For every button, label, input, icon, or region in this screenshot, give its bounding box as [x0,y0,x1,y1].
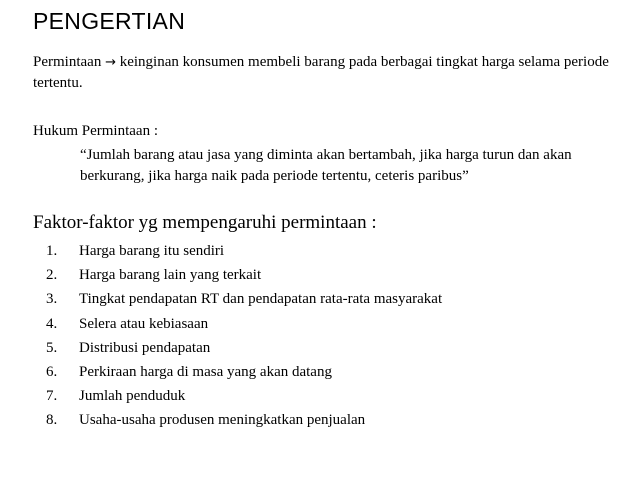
list-item-number: 2. [46,267,58,284]
list-item-number: 8. [46,412,58,429]
list-item-text: Tingkat pendapatan RT dan pendapatan rata-rata masyarakat [79,291,443,308]
law-title: Hukum Permintaan : [33,123,158,139]
list-item-number: 5. [46,339,58,356]
list-item-number: 3. [46,291,58,308]
list-item-text: Harga barang itu sendiri [79,243,225,259]
factors-title: Faktor-faktor yg mempengaruhi permintaan : [33,212,377,233]
list-item-text: Selera atau kebiasaan [79,315,209,332]
slide-title: PENGERTIAN [33,8,186,34]
definition-paragraph [33,52,618,93]
definition-text: keinginan konsumen membeli barang pada berbagai tingkat harga selama periode tertentu. [33,54,609,91]
law-quote: “Jumlah barang atau jasa yang diminta akan bertambah, jika harga turun dan akan berkurang, jika harga naik pada periode tertentu, ceteris paribus” [80,147,572,184]
list-item-text: Harga barang lain yang terkait [79,267,262,284]
list-item-number: 6. [46,363,58,380]
list-item-number: 7. [46,388,58,405]
definition-term: Permintaan [33,54,102,70]
list-item-text: Usaha-usaha produsen meningkatkan penjualan [79,412,366,429]
list-item-number: 4. [46,315,58,332]
list-item-text: Jumlah penduduk [79,388,186,405]
list-item-text: Perkiraan harga di masa yang akan datang [79,363,332,380]
arrow-right-icon: → [105,55,116,70]
list-item-number: 1. [46,243,58,259]
list-item-text: Distribusi pendapatan [79,339,211,356]
